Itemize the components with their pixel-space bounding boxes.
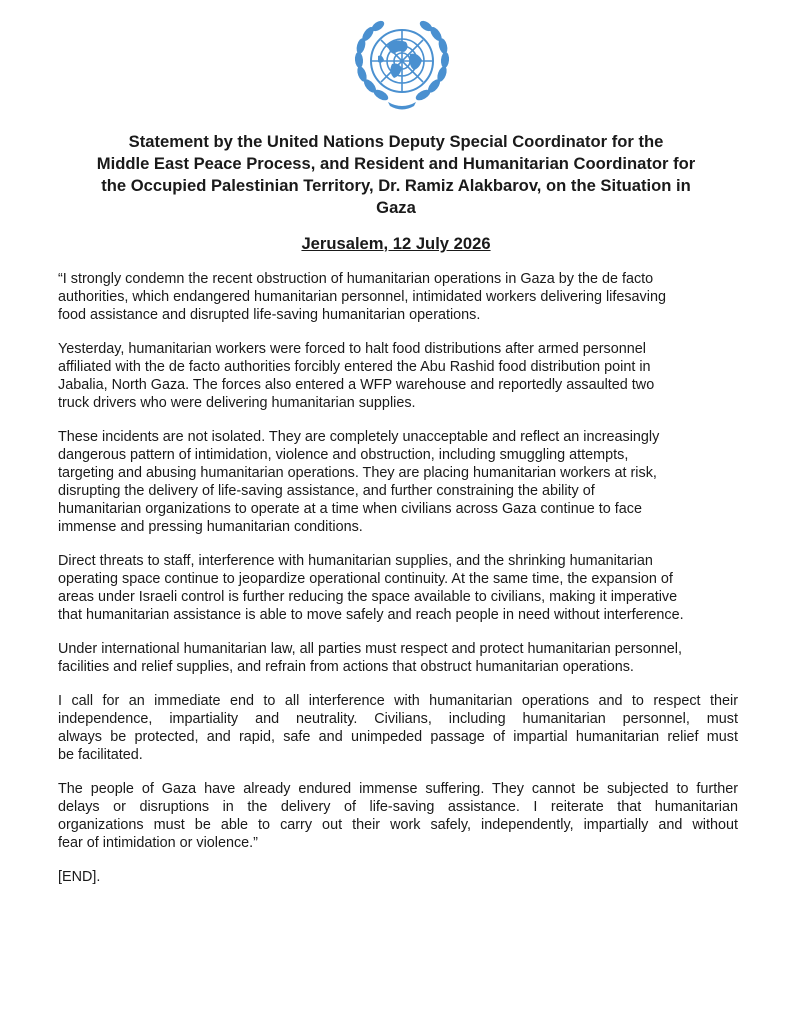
paragraph-line: facilities and relief supplies, and refrain from actions that obstruct humanitarian operations. [58,659,634,675]
paragraph-line: authorities, which endangered humanitarian personnel, intimidated workers delivering lifesaving [58,289,666,305]
paragraph-line: humanitarian organizations to operate at a time when civilians across Gaza continue to face [58,501,642,517]
paragraph-line: Under international humanitarian law, all parties must respect and protect humanitarian personnel, [58,641,682,657]
paragraph-line: targeting and abusing humanitarian operations. They are placing humanitarian workers at risk, [58,465,657,481]
paragraph-line: operating space continue to jeopardize operational continuity. At the same time, the expansion of [58,571,673,587]
paragraph-line: areas under Israeli control is further reducing the space available to civilians, making it imperative [58,589,678,605]
title-line: the Occupied Palestinian Territory, Dr. Ramiz Alakbarov, on the Situation in [101,176,691,195]
body-paragraph [58,340,738,412]
paragraph-line: Yesterday, humanitarian workers were forced to halt food distributions after armed personnel [58,341,646,357]
paragraph-line: affiliated with the de facto authorities forcibly entered the Abu Rashid food distribution point in [58,359,651,375]
body-paragraph [58,552,738,624]
body-paragraph [58,640,738,676]
title-line: Middle East Peace Process, and Resident and Humanitarian Coordinator for [96,154,696,173]
paragraph-line: that humanitarian assistance is able to move safely and reach people in need without interference. [58,607,684,623]
body-paragraph [58,780,738,852]
paragraph-line: food assistance and disrupted life-saving humanitarian operations. [58,307,481,323]
paragraph-line: truck drivers who were delivering humanitarian supplies. [58,395,416,411]
un-emblem-icon [348,18,456,112]
dateline: Jerusalem, 12 July 2026 [301,234,491,253]
paragraph-line: delays or disruptions in the delivery of life-saving assistance. I reiterate that humanitarian [58,799,738,815]
paragraph-line: independence, impartiality and neutrality. Civilians, including humanitarian personnel, must [58,711,738,727]
body-paragraph [58,868,738,886]
paragraph-line: I call for an immediate end to all interference with humanitarian operations and to respect their [58,693,738,709]
body-paragraph [58,692,738,764]
paragraph-line: “I strongly condemn the recent obstruction of humanitarian operations in Gaza by the de facto [58,271,654,287]
body-paragraph [58,428,738,536]
paragraph-line: [END]. [58,869,101,885]
paragraph-line: These incidents are not isolated. They are completely unacceptable and reflect an increasingly [58,429,660,445]
paragraph-line: Jabalia, North Gaza. The forces also entered a WFP warehouse and reportedly assaulted two [58,377,655,393]
title-line: Statement by the United Nations Deputy Special Coordinator for the [128,132,664,151]
paragraph-line: The people of Gaza have already endured immense suffering. They cannot be subjected to further [58,781,738,797]
paragraph-line: immense and pressing humanitarian conditions. [58,519,363,535]
statement-title [40,131,752,219]
paragraph-line: dangerous pattern of intimidation, violence and obstruction, including smuggling attempts, [58,447,629,463]
paragraph-line: fear of intimidation or violence.” [58,835,258,851]
title-line: Gaza [376,198,416,217]
statement-body [58,270,738,902]
paragraph-line: be facilitated. [58,747,143,763]
paragraph-line: Direct threats to staff, interference with humanitarian supplies, and the shrinking humanitarian [58,553,653,569]
paragraph-line: organizations must be able to carry out their work safely, independently, impartially and without [58,817,738,833]
paragraph-line: always be protected, and rapid, safe and unimpeded passage of impartial humanitarian relief must [58,729,738,745]
body-paragraph [58,270,738,324]
paragraph-line: disrupting the delivery of life-saving assistance, and further constraining the ability of [58,483,595,499]
